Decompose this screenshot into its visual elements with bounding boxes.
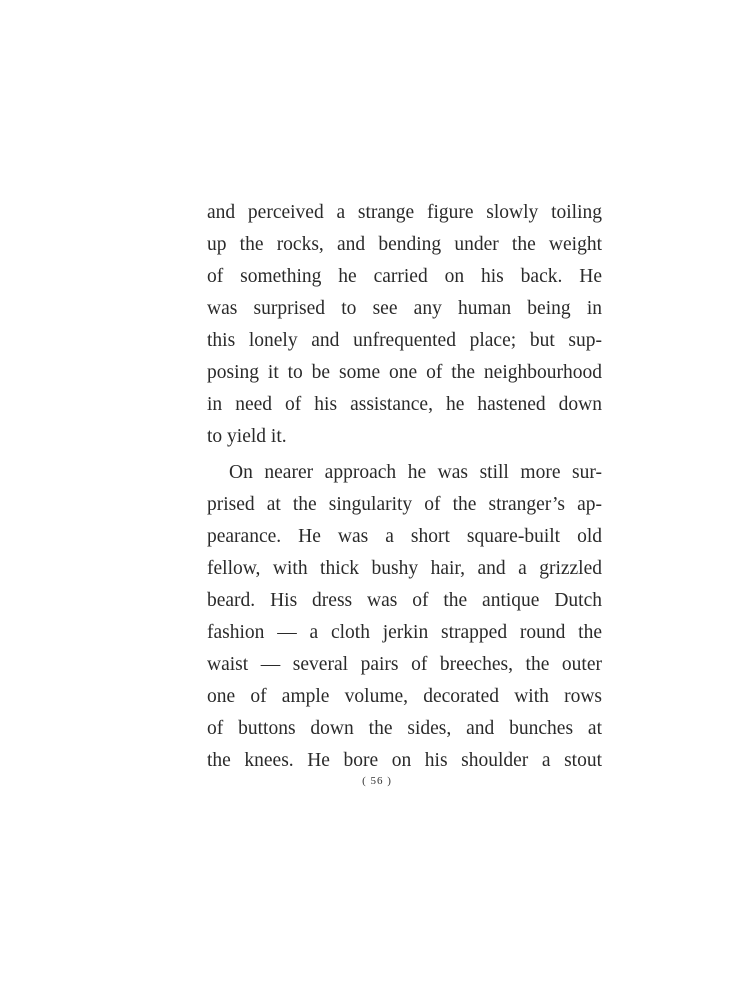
text-line: fashion — a cloth jerkin strapped round the (207, 622, 602, 643)
text-line: waist — several pairs of breeches, the outer (207, 654, 602, 675)
text-line: of something he carried on his back. He (207, 266, 602, 287)
text-line: of buttons down the sides, and bunches at (207, 718, 602, 739)
text-line: beard. His dress was of the antique Dutch (207, 590, 602, 611)
text-line: one of ample volume, decorated with rows (207, 686, 602, 707)
text-line: pearance. He was a short square-built old (207, 526, 602, 547)
text-line: and perceived a strange figure slowly toiling (207, 202, 602, 223)
body-text (207, 197, 602, 777)
text-line: fellow, with thick bushy hair, and a grizzled (207, 558, 602, 579)
text-line: up the rocks, and bending under the weight (207, 234, 602, 255)
text-line: was surprised to see any human being in (207, 298, 602, 319)
text-line: to yield it. (207, 426, 287, 447)
text-line: On nearer approach he was still more sur- (229, 462, 602, 483)
text-line: prised at the singularity of the stranger’s ap- (207, 494, 602, 515)
text-line: posing it to be some one of the neighbourhood (207, 362, 602, 383)
text-line: this lonely and unfrequented place; but sup- (207, 330, 602, 351)
text-line: in need of his assistance, he hastened down (207, 394, 602, 415)
page-number: ( 56 ) (362, 775, 392, 787)
text-line: the knees. He bore on his shoulder a stout (207, 750, 602, 771)
